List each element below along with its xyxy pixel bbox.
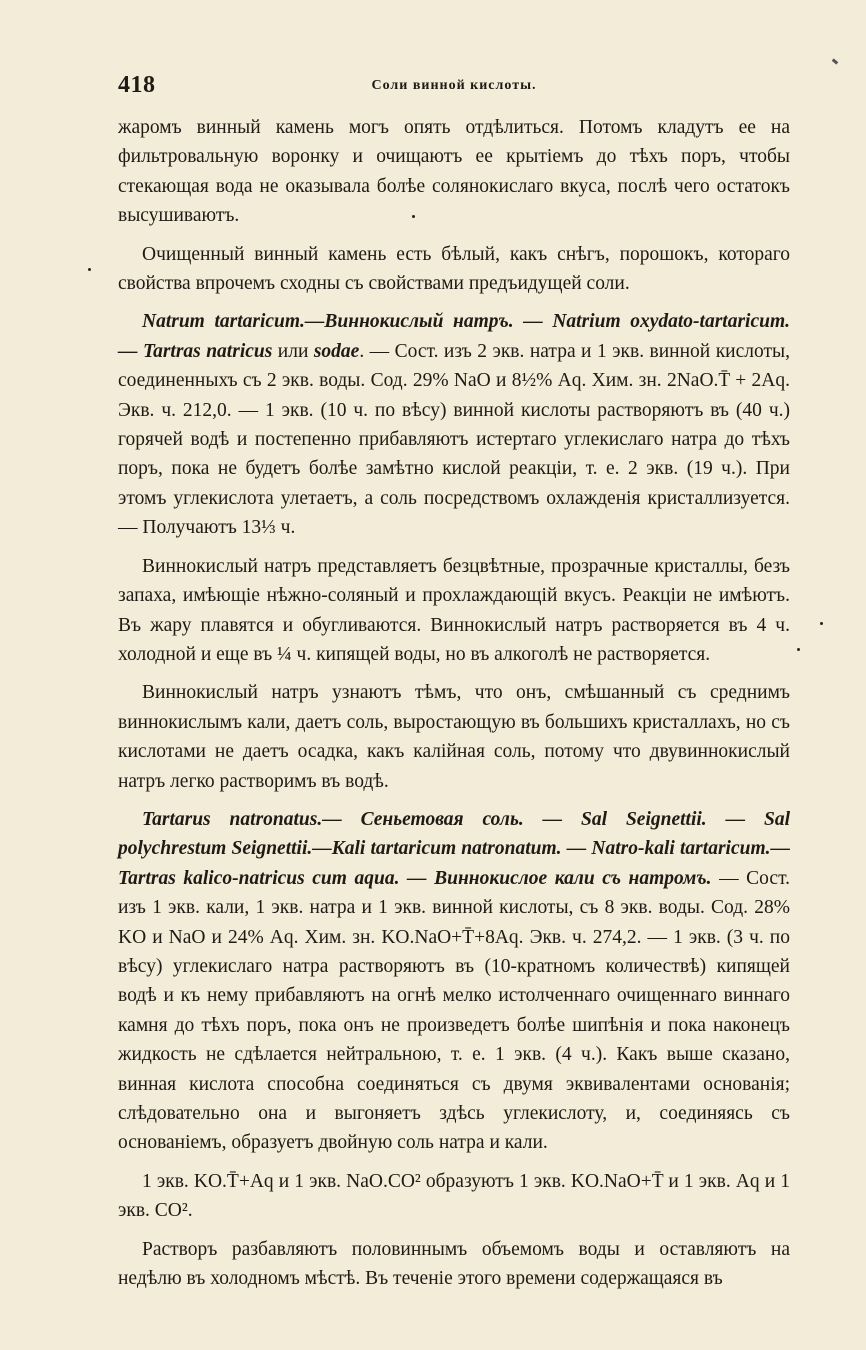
corner-mark xyxy=(832,58,839,64)
paragraph-2-text: Очищенный винный камень есть бѣлый, какъ снѣгъ, порошокъ, котораго свойства впрочемъ сходны съ свойствами предъидущей соли. xyxy=(118,243,790,295)
paragraph-4-text: Виннокислый натръ представляетъ безцвѣтные, прозрачные кристаллы, безъ запаха, имѣющіе нѣжно-соляный и прохлаждающій вкусъ. Реакціи не имѣютъ. Въ жару плавятся и обугливаются. Виннокислый натръ растворяется въ 4 ч. холодной и еще въ ¼ ч. кипящей воды, но въ алкоголѣ не растворяется. xyxy=(118,555,790,665)
paragraph-tartarus-natronatus xyxy=(118,805,790,1158)
paragraph-3-connector: или xyxy=(272,340,314,362)
paragraph-3-heading: Natrum tartaricum.—Виннокислый натръ. — Natrium oxydato-tartaricum. — Tartras natricus xyxy=(118,311,790,362)
paragraph-6-text: — Сост. изъ 1 экв. кали, 1 экв. натра и 1 экв. винной кислоты, съ 8 экв. воды. Сод. 28% KO и NaO и 24% Aq. Хим. зн. KO.NaO+T̄+8Aq. Экв. ч. 274,2. — 1 экв. (3 ч. по вѣсу) углекислаго натра растворяютъ въ (10-кратномъ количествѣ) кипящей водѣ и къ нему прибавляютъ на огнѣ мелко истолченнаго очищеннаго виннаго камня до тѣхъ поръ, пока онъ не произведетъ болѣе шипѣнія и пока наконецъ жидкость не сдѣлается нейтральною, т. е. 1 экв. (4 ч.). Какъ выше сказано, винная кислота способна соединяться съ двумя эквивалентами основанія; слѣдовательно она и выгоняетъ здѣсь углекислоту, и, соединяясь съ основаніемъ, образуетъ двойную соль натра и кали. xyxy=(118,867,791,1154)
paragraph-5 xyxy=(118,678,790,796)
paragraph-8-text: Растворъ разбавляютъ половиннымъ объемомъ воды и оставляютъ на недѣлю въ холодномъ мѣстѣ. Въ теченіе этого времени содержащаяся въ xyxy=(118,1238,790,1290)
paragraph-1 xyxy=(118,113,790,231)
paragraph-3-heading-2: sodae xyxy=(313,340,360,362)
page-number: 418 xyxy=(118,72,156,98)
ink-speck xyxy=(88,268,91,271)
paragraph-7-text: 1 экв. KO.T̄+Aq и 1 экв. NaO.CO² образуютъ 1 экв. KO.NaO+T̄ и 1 экв. Aq и 1 экв. CO². xyxy=(118,1170,790,1222)
running-title: Соли винной кислоты. xyxy=(371,78,537,93)
paragraph-7 xyxy=(118,1167,790,1226)
ink-speck xyxy=(412,215,415,218)
paragraph-2 xyxy=(118,240,790,299)
paragraph-1-text: жаромъ винный камень могъ опять отдѣлиться. Потомъ кладутъ ее на фильтровальную воронку и очищаютъ ее крытіемъ до тѣхъ поръ, чтобы стекающая вода не оказывала болѣе солянокислаго вкуса, послѣ чего остатокъ высушиваютъ. xyxy=(118,117,790,227)
body-text xyxy=(118,113,790,1302)
paragraph-4 xyxy=(118,552,790,670)
ink-speck xyxy=(797,648,800,651)
paragraph-natrum-tartaricum xyxy=(118,307,790,542)
paragraph-8 xyxy=(118,1235,790,1294)
page-header xyxy=(118,72,790,102)
paragraph-6-heading: Tartarus natronatus.— Сеньетовая соль. — Sal Seignettii. — Sal polychrestum Seignettii.—Kali tartaricum natronatum. — Natro-kali tartaricum.—Tartras kalico-natricus cum aqua. — Виннокислое кали съ натромъ. xyxy=(118,808,790,889)
paragraph-3-text: . — Сост. изъ 2 экв. натра и 1 экв. винной кислоты, соединенныхъ съ 2 экв. воды. Сод. 29% NaO и 8½% Aq. Хим. зн. 2NaO.T̄ + 2Aq. Экв. ч. 212,0. — 1 экв. (10 ч. по вѣсу) винной кислоты растворяютъ въ (40 ч.) горячей водѣ и постепенно прибавляютъ истертаго углекислаго натра до тѣхъ поръ, пока не будетъ болѣе замѣтно кислой реакціи, т. е. 2 экв. (19 ч.). При этомъ углекислота улетаетъ, а соль посредствомъ охлажденія кристаллизуется. — Получаютъ 13⅓ ч. xyxy=(118,340,790,539)
paragraph-5-text: Виннокислый натръ узнаютъ тѣмъ, что онъ, смѣшанный съ среднимъ виннокислымъ кали, даетъ соль, выростающую въ большихъ кристаллахъ, но съ кислотами не даетъ осадка, какъ калійная соль, потому что двувиннокислый натръ легко растворимъ въ водѣ. xyxy=(118,682,790,792)
ink-speck xyxy=(820,622,823,625)
